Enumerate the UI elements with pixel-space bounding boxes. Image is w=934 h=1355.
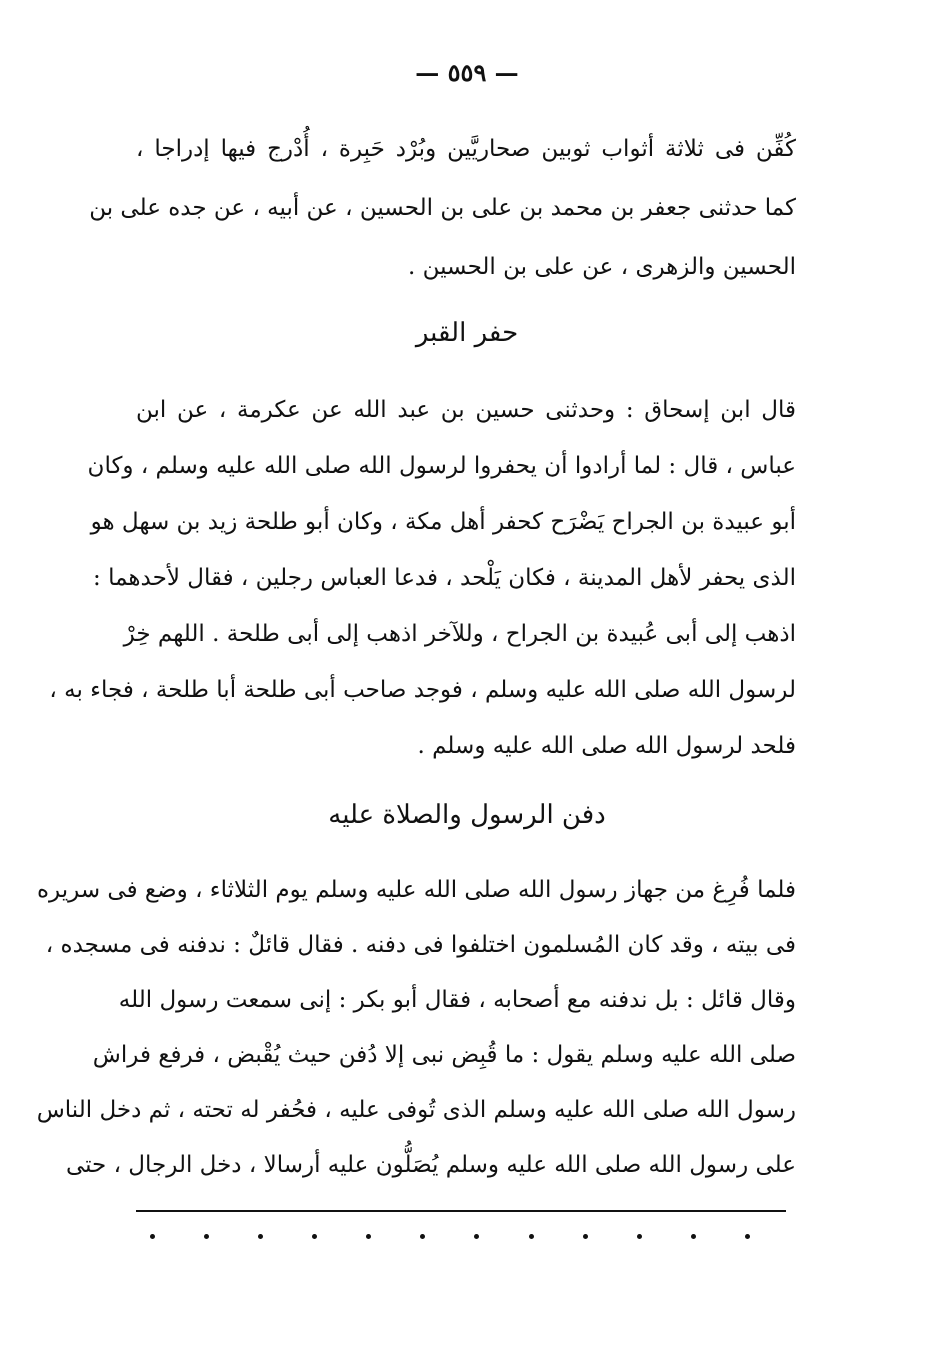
- section-heading-grave-digging: حفر القبر: [415, 318, 519, 348]
- text-line: كما حدثنى جعفر بن محمد بن على بن الحسين ، عن أبيه ، عن جده على بن: [89, 195, 796, 221]
- text-line: الحسين والزهرى ، عن على بن الحسين .: [407, 254, 796, 280]
- footnote-dot: [258, 1234, 263, 1239]
- footnote-dot: [474, 1234, 479, 1239]
- text-line: رسول الله صلى الله عليه وسلم الذى تُوفى عليه ، فحُفر له تحته ، ثم دخل الناس: [36, 1097, 796, 1123]
- text-line: فلحد لرسول الله صلى الله عليه وسلم .: [417, 733, 796, 759]
- text-line: لرسول الله صلى الله عليه وسلم ، فوجد صاحب أبى طلحة أبا طلحة ، فجاء به ،: [49, 677, 796, 703]
- footnote-dot: [420, 1234, 425, 1239]
- page-number: — ٥٥٩ —: [415, 58, 519, 87]
- text-line: عباس ، قال : لما أرادوا أن يحفروا لرسول الله صلى الله عليه وسلم ، وكان: [87, 453, 796, 479]
- text-line: فى بيته ، وقد كان المُسلمون اختلفوا فى دفنه . فقال قائلٌ : ندفنه فى مسجده ،: [45, 932, 796, 958]
- text-line: كُفِّن فى ثلاثة أثواب ثوبين صحاريَّين وبُرْد حَبِرة ، أُدْرج فيها إدراجا ،: [136, 136, 796, 162]
- footnote-dot: [204, 1234, 209, 1239]
- section-heading-burial-and-prayer: دفن الرسول والصلاة عليه: [328, 800, 606, 830]
- footnote-dot: [529, 1234, 534, 1239]
- footnote-dot: [745, 1234, 750, 1239]
- text-line: الذى يحفر لأهل المدينة ، فكان يَلْحد ، فدعا العباس رجلين ، فقال لأحدهما :: [93, 565, 796, 591]
- footnote-dot: [366, 1234, 371, 1239]
- text-line: فلما فُرِغ من جهاز رسول الله صلى الله عليه وسلم يوم الثلاثاء ، وضع فى سريره: [36, 877, 796, 903]
- text-line: قال ابن إسحاق : وحدثنى حسين بن عبد الله عن عكرمة ، عن ابن: [136, 397, 796, 423]
- text-line: اذهب إلى أبى عُبيدة بن الجراح ، وللآخر اذهب إلى أبى طلحة . اللهم خِرْ: [123, 621, 796, 647]
- footnote-separator: [136, 1210, 786, 1212]
- footnote-dots: [150, 1228, 750, 1244]
- footnote-dot: [691, 1234, 696, 1239]
- text-line: صلى الله عليه وسلم يقول : ما قُبِض نبى إلا دُفن حيث يُقْبض ، فرفع فراش: [92, 1042, 796, 1068]
- text-line: وقال قائل : بل ندفنه مع أصحابه ، فقال أبو بكر : إنى سمعت رسول الله: [118, 987, 796, 1013]
- footnote-dot: [583, 1234, 588, 1239]
- footnote-dot: [150, 1234, 155, 1239]
- footnote-dot: [637, 1234, 642, 1239]
- footnote-dot: [312, 1234, 317, 1239]
- text-line: على رسول الله صلى الله عليه وسلم يُصَلُّون عليه أرسالا ، دخل الرجال ، حتى: [65, 1152, 796, 1178]
- text-line: أبو عبيدة بن الجراح يَضْرَح كحفر أهل مكة ، وكان أبو طلحة زيد بن سهل هو: [90, 509, 796, 535]
